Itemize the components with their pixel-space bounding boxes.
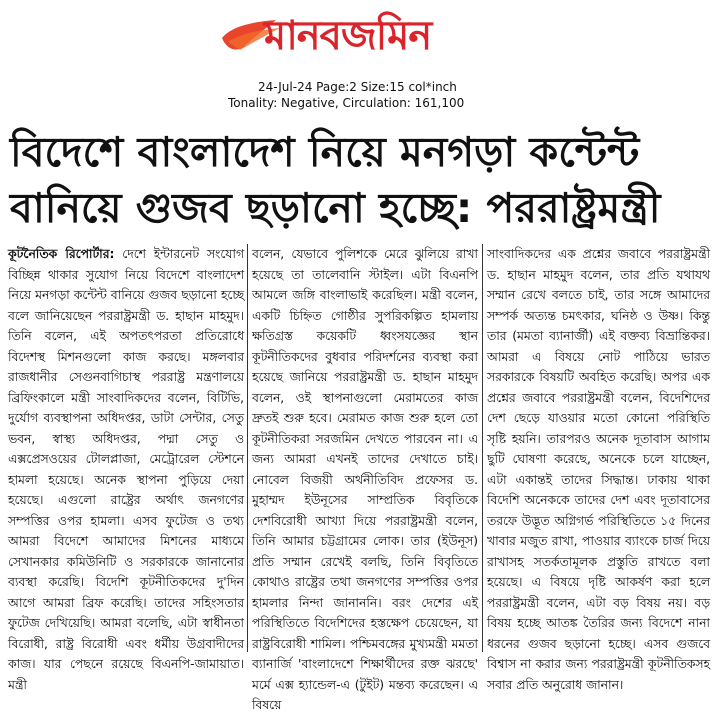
headline-line1: বিদেশে বাংলাদেশ নিয়ে মনগড়া কন্টেন্ট — [10, 128, 640, 176]
clip-meta-line2: Tonality: Negative, Circulation: 161,100 — [228, 96, 465, 110]
column-divider — [247, 244, 248, 652]
article-column-1-text: দেশে ইন্টারনেট সংযোগ বিচ্ছিন্ন থাকার সুযোগ নিয়ে বিদেশে বাংলাদেশ নিয়ে মনগড়া কন্টেন্ট বানিয়ে গুজব ছড়ানো হচ্ছে বলে জানিয়েছেন পররাষ্ট্রমন্ত্রী ড. হাছান মাহমুদ। তিনি বলেন, এই অপতৎপরতা প্রতিরোধে বিদেশস্থ মিশনগুলো কাজ করছে। মঙ্গলবার রাজধানীর সেগুনবাগিচাস্থ পররাষ্ট্র মন্ত্রণালয়ে ব্রিফিংকালে মন্ত্রী সাংবাদিকদের বলেন, বিটিভি, দুর্যোগ ব্যবস্থাপনা অধিদপ্তর, ডাটা সেন্টার, সেতু ভবন, স্বাস্থ্য অধিদপ্তর, পদ্মা সেতু ও এক্সপ্রেসওয়ের টোলপ্লাজা, মেট্রোরেল স্টেশনে হামলা হয়েছে। অনেক স্থাপনা পুড়িয়ে দেয়া হয়েছে। এগুলো রাষ্ট্রের অর্থাৎ জনগণের সম্পত্তির ওপর হামলা। এসব ফুটেজ ও তথ্য আমরা বিদেশে আমাদের মিশনের মাধ্যমে সেখানকার কমিউনিটি ও সরকারকে জানানোর ব্যবস্থা করেছি। বিদেশি কূটনীতিকদের দু'দিন আগে আমরা ব্রিফ করেছি। তাদের সহিংসতার ফুটেজ দেখিয়েছি। আমরা বলেছি, এটা স্বাধীনতা বিরোধী, রাষ্ট্র বিরোধী এবং ধর্মীয় উগ্রবাদীদের কাজ। যার পেছনে রয়েছে বিএনপি-জামায়াত। মন্ত্রী — [8, 247, 244, 692]
article-column-3 — [487, 244, 710, 692]
column-divider — [482, 244, 483, 652]
article-column-2-text: বলেন, যেভাবে পুলিশকে মেরে ঝুলিয়ে রাখা হয়েছে তা তালেবানি স্টাইল। এটা বিএনপি আমলে জঙ্গি বাংলাভাই করেছিল। মন্ত্রী বলেন, একটি চিহ্নিত গোষ্ঠীর সুপরিকল্পিত হামলায় ক্ষতিগ্রস্ত কয়েকটি ধ্বংসযজ্ঞের স্থান কূটনীতিকদের বুধবার পরিদর্শনের ব্যবস্থা করা হয়েছে জানিয়ে পররাষ্ট্রমন্ত্রী ড. হাছান মাহমুদ বলেন, ওই স্থাপনাগুলো মেরামতের কাজ দ্রুতই শুরু হবে। মেরামত কাজ শুরু হলে তো কূটনীতিকরা সরজমিন দেখতে পারবেন না। এ জন্য আমরা এখনই তাদের দেখাতে চাই। নোবেল বিজয়ী অর্থনীতিবিদ প্রফেসর ড. মুহাম্মদ ইউনূসের সাম্প্রতিক বিবৃতিকে দেশবিরোধী আখ্যা দিয়ে পররাষ্ট্রমন্ত্রী বলেন, তিনি আমার চট্টগ্রামের লোক। তার (ইউনূস) প্রতি সম্মান রেখেই বলছি, তিনি বিবৃতিতে কোথাও রাষ্ট্রের তথা জনগণের সম্পত্তির ওপর হামলার নিন্দা জানাননি। বরং দেশের এই পরিস্থিতিতে বিদেশিদের হস্তক্ষেপ চেয়েছেন, যা রাষ্ট্রবিরোধী শামিল। পশ্চিমবঙ্গের মুখ্যমন্ত্রী মমতা ব্যানার্জি 'বাংলাদেশে শিক্ষার্থীদের রক্ত ঝরছে' মর্মে এক্স হ্যান্ডেল-এ (টুইট) মন্তব্য করেছেন। এ বিষয়ে — [252, 247, 478, 712]
article-column-2 — [252, 244, 478, 712]
clip-meta-line1: 24-Jul-24 Page:2 Size:15 col*inch — [258, 80, 457, 94]
masthead-name: মানবজমিন — [264, 12, 432, 59]
article-column-3-text: সাংবাদিকদের এক প্রশ্নের জবাবে পররাষ্ট্রমন্ত্রী ড. হাছান মাহমুদ বলেন, তার প্রতি যথাযথ সম্মান রেখে বলতে চাই, তার সঙ্গে আমাদের সম্পর্ক অত্যন্ত চমৎকার, ঘনিষ্ঠ ও উষ্ণ। কিন্তু তার (মমতা ব্যানার্জী) এই বক্তব্য বিভ্রান্তিকর। আমরা এ বিষয়ে নোট পাঠিয়ে ভারত সরকারকে বিষয়টি অবহিত করেছি। অপর এক প্রশ্নের জবাবে পররাষ্ট্রমন্ত্রী বলেন, বিদেশিদের দেশ ছেড়ে যাওয়ার মতো কোনো পরিস্থিতি সৃষ্টি হয়নি। তারপরও অনেক দূতাবাস আগাম ছুটি ঘোষণা করেছে, অনেকে চলে যাচ্ছেন, এটা একান্তই তাদের সিদ্ধান্ত। ঢাকায় থাকা বিদেশি অনেককে তাদের দেশ এবং দূতাবাসের তরফে উদ্ভূত অগ্নিগর্ভ পরিস্থিতিতে ১৫ দিনের খাবার মজুত রাখা, পাওয়ার ব্যাংকে চার্জ দিয়ে রাখাসহ সতর্কতামূলক প্রস্তুতি রাখতে বলা হয়েছে। এ বিষয়ে দৃষ্টি আকর্ষণ করা হলে পররাষ্ট্রমন্ত্রী বলেন, এটা বড় বিষয় নয়। বড় বিষয় হচ্ছে আতঙ্ক তৈরির জন্য বিদেশে নানা ধরনের গুজব ছড়ানো হচ্ছে। এসব গুজবে বিশ্বাস না করার জন্য পররাষ্ট্রমন্ত্রী কূটনীতিকসহ সবার প্রতি অনুরোধ জানান। — [487, 247, 710, 692]
article-column-1 — [8, 244, 244, 692]
masthead-logo — [218, 8, 508, 64]
headline-line2: বানিয়ে গুজব ছড়ানো হচ্ছে: পররাষ্ট্রমন্ত্রী — [10, 184, 661, 232]
byline: কূটনৈতিক রিপোর্টার: — [8, 247, 115, 261]
